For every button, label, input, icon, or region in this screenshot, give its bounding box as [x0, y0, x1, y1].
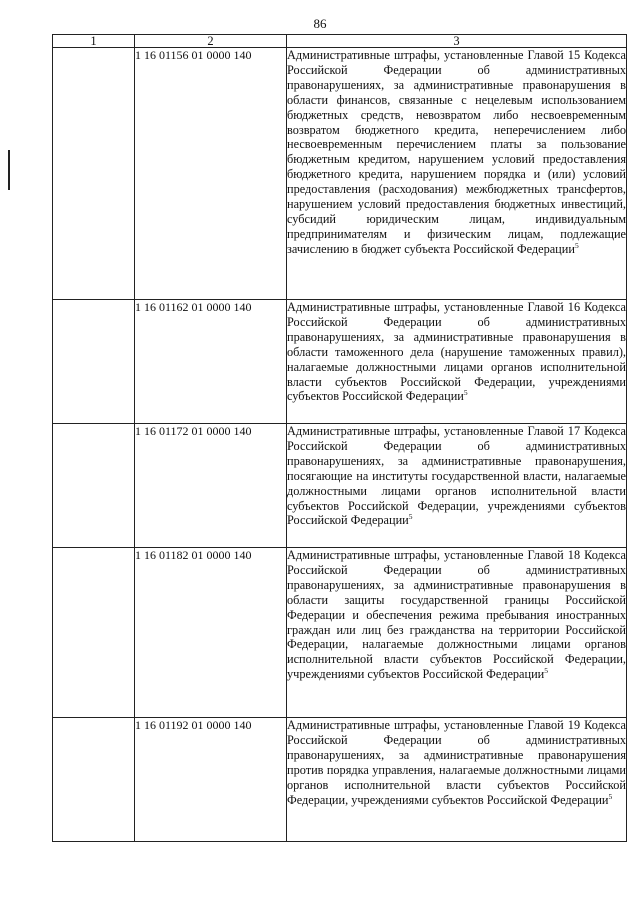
document-table [52, 34, 627, 842]
table-row [53, 300, 627, 424]
income-code: 1 16 01192 01 0000 140 [135, 718, 287, 842]
header-col-2: 2 [135, 35, 287, 48]
footnote-mark: 5 [608, 791, 613, 801]
header-row [53, 35, 627, 48]
page-number: 86 [313, 16, 327, 31]
header-col-3: 3 [287, 35, 627, 48]
table-row [53, 548, 627, 718]
income-code: 1 16 01156 01 0000 140 [135, 48, 287, 300]
description-text: Административные штрафы, установленные Главой 16 Кодекса Российской Федерации об административных правонарушениях, за административные правонарушения в области таможенного дела (нарушение таможенных правил), налагаемые должностными лицами органов исполнительной власти субъектов Российской Федерации, учреждениями субъектов Российской Федерации [287, 300, 626, 404]
row-col-1 [53, 548, 135, 718]
table-row [53, 424, 627, 548]
footnote-mark: 5 [544, 666, 549, 676]
header-col-1: 1 [53, 35, 135, 48]
row-col-1 [53, 48, 135, 300]
table-row [53, 48, 627, 300]
income-description [287, 548, 627, 718]
table-row [53, 718, 627, 842]
margin-mark [8, 150, 10, 190]
income-code: 1 16 01172 01 0000 140 [135, 424, 287, 548]
row-col-1 [53, 718, 135, 842]
income-description [287, 424, 627, 548]
description-text: Административные штрафы, установленные Главой 19 Кодекса Российской Федерации об административных правонарушениях, за административные правонарушения против порядка управления, налагаемые должностными лицами органов исполнительной власти субъектов Российской Федерации, учреждениями субъектов Российской Федерации [287, 718, 626, 807]
income-description [287, 718, 627, 842]
row-col-1 [53, 424, 135, 548]
footnote-mark: 5 [574, 240, 579, 250]
description-text: Административные штрафы, установленные Главой 17 Кодекса Российской Федерации об административных правонарушениях, за административные правонарушения, посягающие на институты государственной власти, налагаемые должностными лицами органов исполнительной власти субъектов Российской Федерации, учреждениями субъектов Российской Федерации [287, 424, 626, 528]
income-description [287, 48, 627, 300]
description-text: Административные штрафы, установленные Главой 18 Кодекса Российской Федерации об административных правонарушениях, за административные правонарушения в области защиты государственной границы Российской Федерации и обеспечения режима пребывания иностранных граждан или лиц без гражданства на территории Российской Федерации, налагаемые должностными лицами органов исполнительной власти субъектов Российской Федерации, учреждениями субъектов Российской Федерации [287, 548, 626, 682]
income-code: 1 16 01182 01 0000 140 [135, 548, 287, 718]
income-code: 1 16 01162 01 0000 140 [135, 300, 287, 424]
row-col-1 [53, 300, 135, 424]
income-description [287, 300, 627, 424]
footnote-mark: 5 [463, 388, 468, 398]
description-text: Административные штрафы, установленные Главой 15 Кодекса Российской Федерации об административных правонарушениях, за административные правонарушения в области финансов, связанные с нецелевым использованием бюджетных средств, невозвратом либо несвоевременным возвратом бюджетного кредита, неперечислением либо несвоевременным перечислением платы за пользование бюджетным кредитом, нарушением условий предоставления бюджетного кредита, нарушением порядка и (или) условий предоставления (расходования) межбюджетных трансфертов, нарушением условий предоставления бюджетных инвестиций, субсидий юридическим лицам, индивидуальным предпринимателям и физическим лицам, подлежащие зачислению в бюджет субъекта Российской Федерации [287, 48, 626, 256]
footnote-mark: 5 [408, 512, 413, 522]
